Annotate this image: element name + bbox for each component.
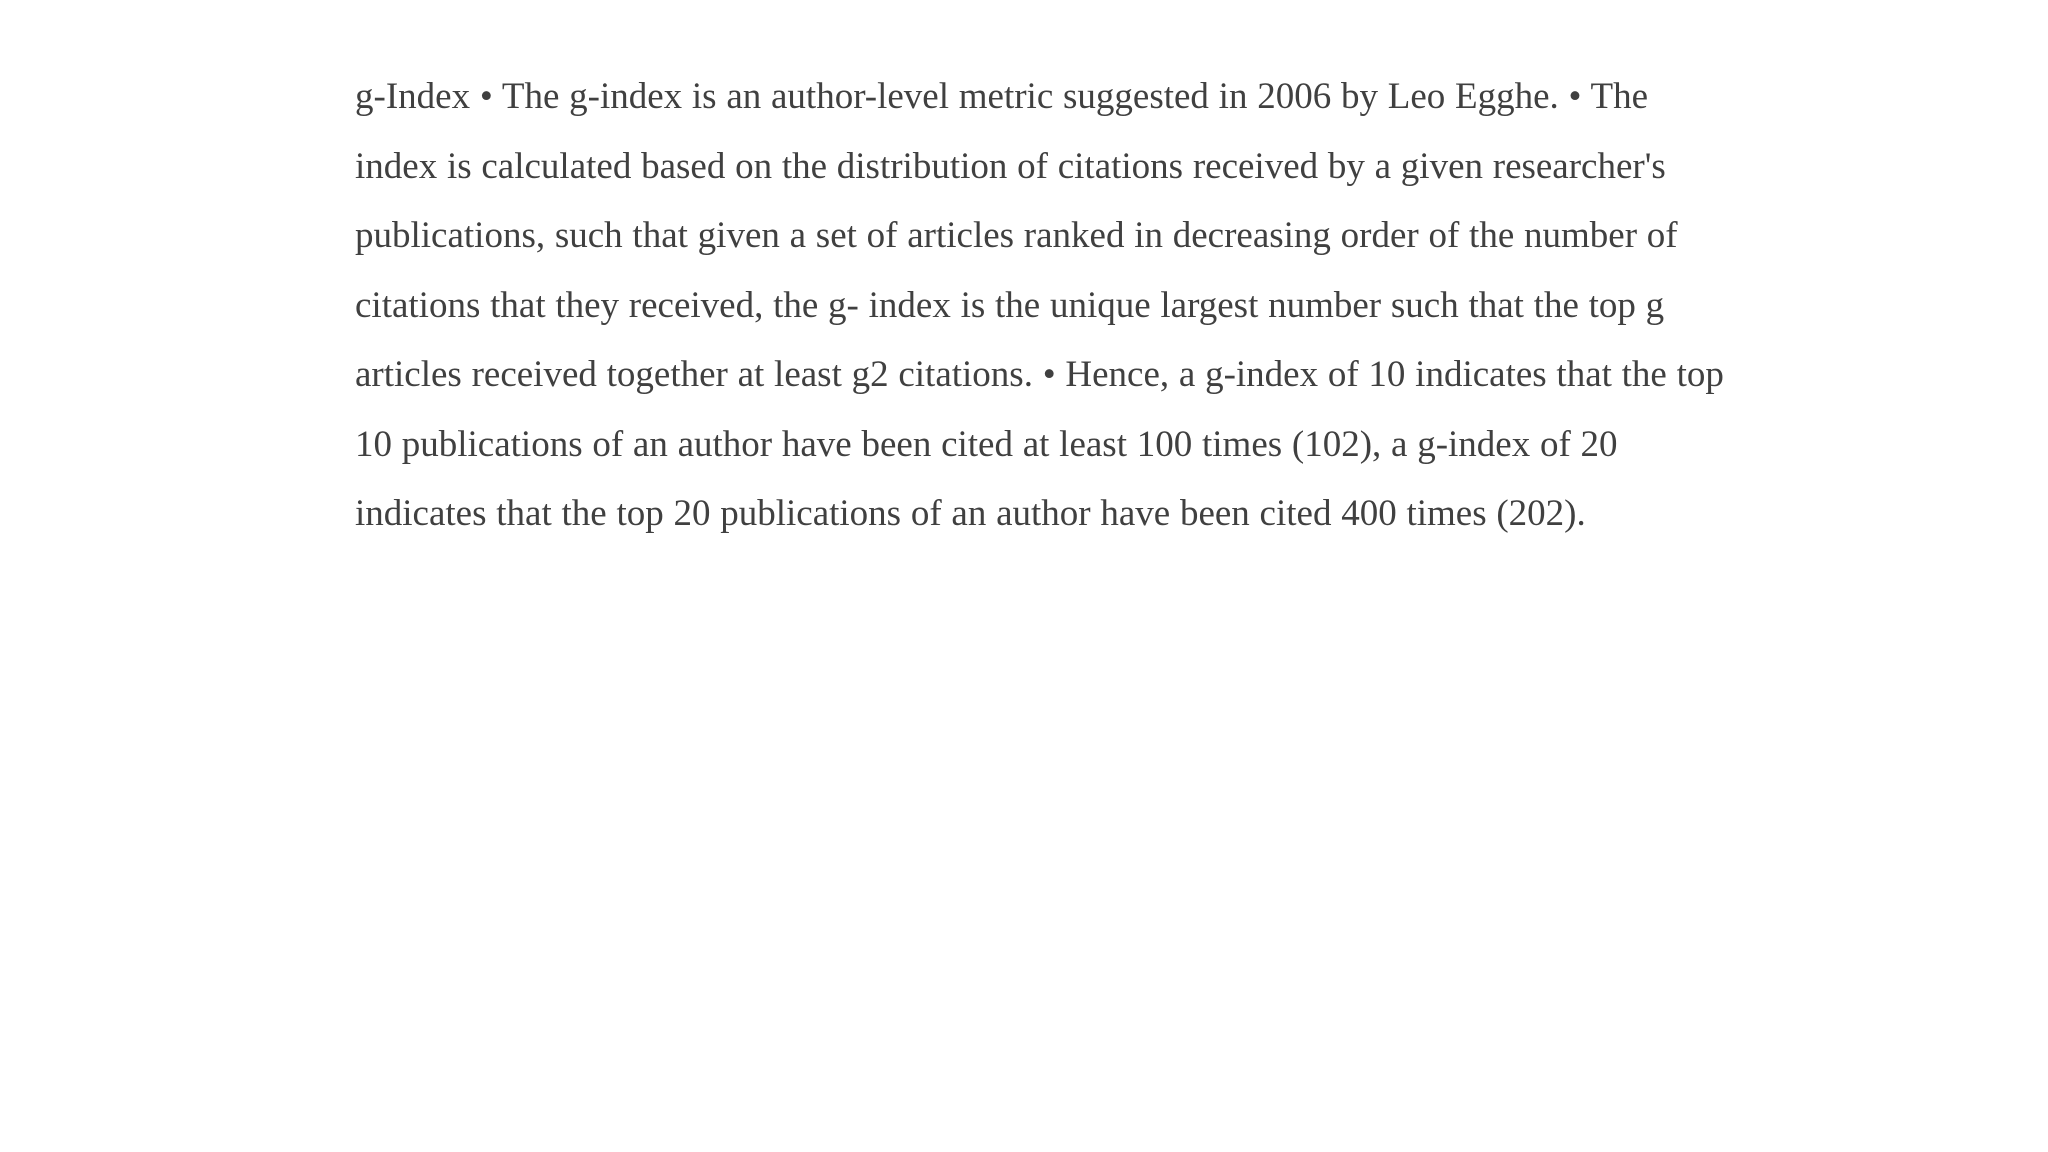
document-paragraph	[355, 62, 1795, 549]
paragraph-line-2: index is calculated based on the distribution of citations received by a given researcher's	[355, 145, 1666, 187]
paragraph-line-7: indicates that the top 20 publications of an author have been cited 400 times (202).	[355, 493, 1586, 534]
paragraph-line-1: g-Index • The g-index is an author-level metric suggested in 2006 by Leo Egghe. • The	[355, 76, 1649, 117]
paragraph-line-6: 10 publications of an author have been cited at least 100 times (102), a g-index of 20	[355, 423, 1618, 465]
paragraph-line-4: citations that they received, the g- index is the unique largest number such that the top g	[355, 284, 1665, 326]
paragraph-line-5: articles received together at least g2 citations. • Hence, a g-index of 10 indicates that the top	[355, 354, 1724, 395]
paragraph-line-3: publications, such that given a set of articles ranked in decreasing order of the number of	[355, 215, 1678, 256]
